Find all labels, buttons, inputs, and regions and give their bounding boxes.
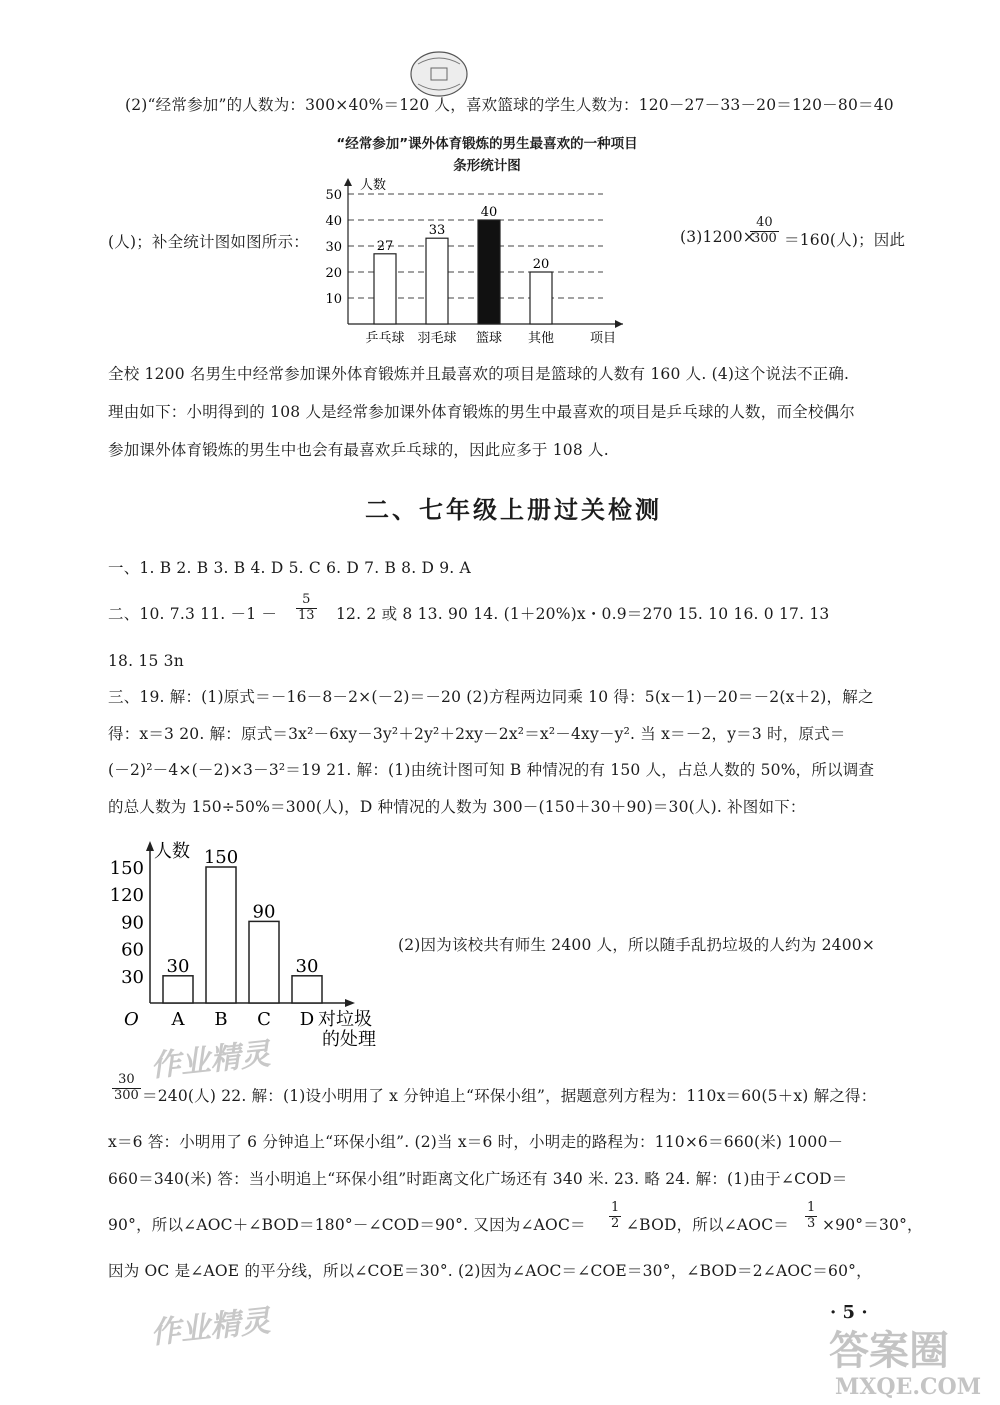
answer-line: 参加课外体育锻炼的男生中也会有最喜欢乒乓球的，因此应多于 108 人. [108,441,609,459]
chart1-subtitle: 条形统计图 [453,158,521,174]
fraction-denominator: 3 [807,1215,816,1231]
watermark: 作业精灵 [148,1303,272,1352]
fraction-numerator: 1 [611,1200,620,1215]
chart1-ytick-label: 40 [325,214,342,229]
answer-line: ＝240(人) 22. 解：(1)设小明用了 x 分钟追上“环保小组”，据题意列方程为：110x＝60(5＋x) 解之得： [142,1087,877,1105]
fraction-denominator: 13 [298,607,315,623]
chart1-category-label: 羽毛球 [417,331,457,346]
fraction [805,1201,817,1232]
chart2-data-label: 90 [252,901,276,923]
answer-line: 12. 2 或 8 13. 90 14. (1＋20%)x・0.9＝270 15. 10 16. 0 17. 13 [336,605,830,623]
page-number: · 5 · [830,1302,868,1323]
chart2-bar [206,867,236,1003]
fraction-numerator: 1 [807,1200,816,1215]
chart1-data-label: 20 [532,257,550,272]
fraction-numerator: 40 [750,216,779,232]
chart1-category-label: 篮球 [475,331,503,346]
chart2-origin-label: O [124,1009,139,1030]
chart1-xlabel: 项目 [590,331,617,346]
chart1-y-arrow [344,178,352,186]
answer-line: ×90°＝30°， [822,1216,923,1234]
chart1-category-label: 乒乓球 [365,331,405,346]
chart1-bar [530,272,552,324]
answer-line: (3)1200× [680,228,756,246]
answer-line: (2)“经常参加”的人数为：300×40%＝120 人，喜欢篮球的学生人数为：120－27－33－20＝120－80＝40 [125,96,894,114]
chart2-ytick-label: 120 [110,885,144,907]
chart1-ytick-label: 20 [325,266,342,281]
chart2-category-label: A [171,1009,185,1030]
section-title: 二、七年级上册过关检测 [365,496,662,524]
chart1-data-label: 33 [428,223,446,239]
answer-line: (2)因为该校共有师生 2400 人，所以随手乱扔垃圾的人约为 2400× [398,936,876,954]
chart2-ylabel: 人数 [154,841,190,862]
chart2-y-arrow [146,841,154,851]
chart2-category-label: D [299,1009,315,1030]
chart1-category-label: 其他 [527,331,555,346]
answer-line: 因为 OC 是∠AOE 的平分线，所以∠COE＝30°. (2)因为∠AOC＝∠COE＝30°，∠BOD＝2∠AOC＝60°， [108,1262,872,1280]
fraction [609,1201,621,1232]
answer-line: 三、19. 解：(1)原式＝－16－8－2×(－2)＝－20 (2)方程两边同乘 10 得：5(x－1)－20＝－2(x＋2)，解之 [108,688,874,706]
fraction-denominator: 300 [752,230,777,246]
answer-line: 得：x＝3 20. 解：原式＝3x²－6xy－3y²＋2y²＋2xy－2x²＝x²－4xy－y². 当 x＝－2，y＝3 时，原式＝ [108,725,846,743]
answer-line: 二、10. 7.3 11. －1 － [108,605,278,623]
chart1-bar [478,220,500,324]
chart2-ytick-label: 30 [121,966,144,988]
chart1-bar [426,238,448,324]
fraction-numerator: 30 [112,1073,141,1089]
answer-line: 18. 15 3n [108,652,184,670]
chart2-bar [249,921,279,1003]
chart2-x-arrow [345,999,355,1007]
svg-text:答案圈: 答案圈 [829,1327,949,1374]
answer-line: ∠BOD，所以∠AOC＝ [626,1216,789,1234]
chart2-xlabel: 对垃圾 [318,1009,372,1030]
chart2-category-label: C [257,1009,271,1030]
answer-line: x＝6 答：小明用了 6 分钟追上“环保小组”. (2)当 x＝6 时，小明走的路程为：110×6＝660(米) 1000－ [108,1133,844,1151]
chart1-x-arrow [615,320,623,328]
chart2-ytick-label: 90 [121,912,144,934]
fraction-numerator: 5 [296,593,317,609]
chart2-data-label: 30 [295,955,319,977]
chart2-ytick-label: 150 [110,858,144,879]
svg-text:MXQE.COM: MXQE.COM [835,1374,982,1400]
fraction [750,216,779,247]
chart2-data-label: 150 [203,847,239,868]
chart1-ytick-label: 50 [325,188,342,203]
chart1-data-label: 40 [480,205,498,220]
chart1-data-label: 27 [376,238,394,254]
answer-line: (－2)²－4×(－2)×3－3²＝19 21. 解：(1)由统计图可知 B 种情况的有 150 人，占总人数的 50%，所以调查 [108,761,875,779]
chart1-ytick-label: 10 [325,292,342,307]
answer-line: 全校 1200 名男生中经常参加课外体育锻炼并且最喜欢的项目是篮球的人数有 160 人. (4)这个说法不正确. [108,365,850,383]
answer-line: 的总人数为 150÷50%＝300(人)，D 种情况的人数为 300－(150＋30＋90)＝30(人). 补图如下： [108,798,806,816]
fraction [296,593,317,624]
chart1-bar [374,254,396,324]
chart2-category-label: B [214,1009,228,1030]
answer-line: 660＝340(米) 答：当小明追上“环保小组”时距离文化广场还有 340 米. 23. 略 24. 解：(1)由于∠COD＝ [108,1170,848,1188]
chart1-ytick-label: 30 [325,240,342,255]
answer-line: 理由如下：小明得到的 108 人是经常参加课外体育锻炼的男生中最喜欢的项目是乒乓球的人数，而全校偶尔 [108,403,855,421]
chart1-title: “经常参加”课外体育锻炼的男生最喜欢的一种项目 [336,136,638,152]
fraction [112,1073,141,1104]
chart1-bar-chart [318,172,638,352]
answer-line: ＝160(人)；因此 [784,231,906,249]
site-logo [825,1322,995,1400]
answer-line: (人)；补全统计图如图所示： [108,233,309,251]
answer-line: 90°，所以∠AOC＋∠BOD＝180°－∠COD＝90°. 又因为∠AOC＝ [108,1216,586,1234]
watermark: 作业精灵 [148,1036,272,1085]
chart2-ytick-label: 60 [121,939,144,961]
chart2-bar-chart [110,835,410,1055]
chart2-bar [163,976,193,1003]
chart2-bar [292,976,322,1003]
answer-line: 一、1. B 2. B 3. B 4. D 5. C 6. D 7. B 8. D 9. A [108,559,471,577]
chart1-ylabel: 人数 [360,178,387,193]
chart2-xlabel: 的处理 [322,1029,376,1050]
fraction-denominator: 2 [611,1215,620,1231]
fraction-denominator: 300 [114,1087,139,1103]
chart2-data-label: 30 [166,955,190,977]
